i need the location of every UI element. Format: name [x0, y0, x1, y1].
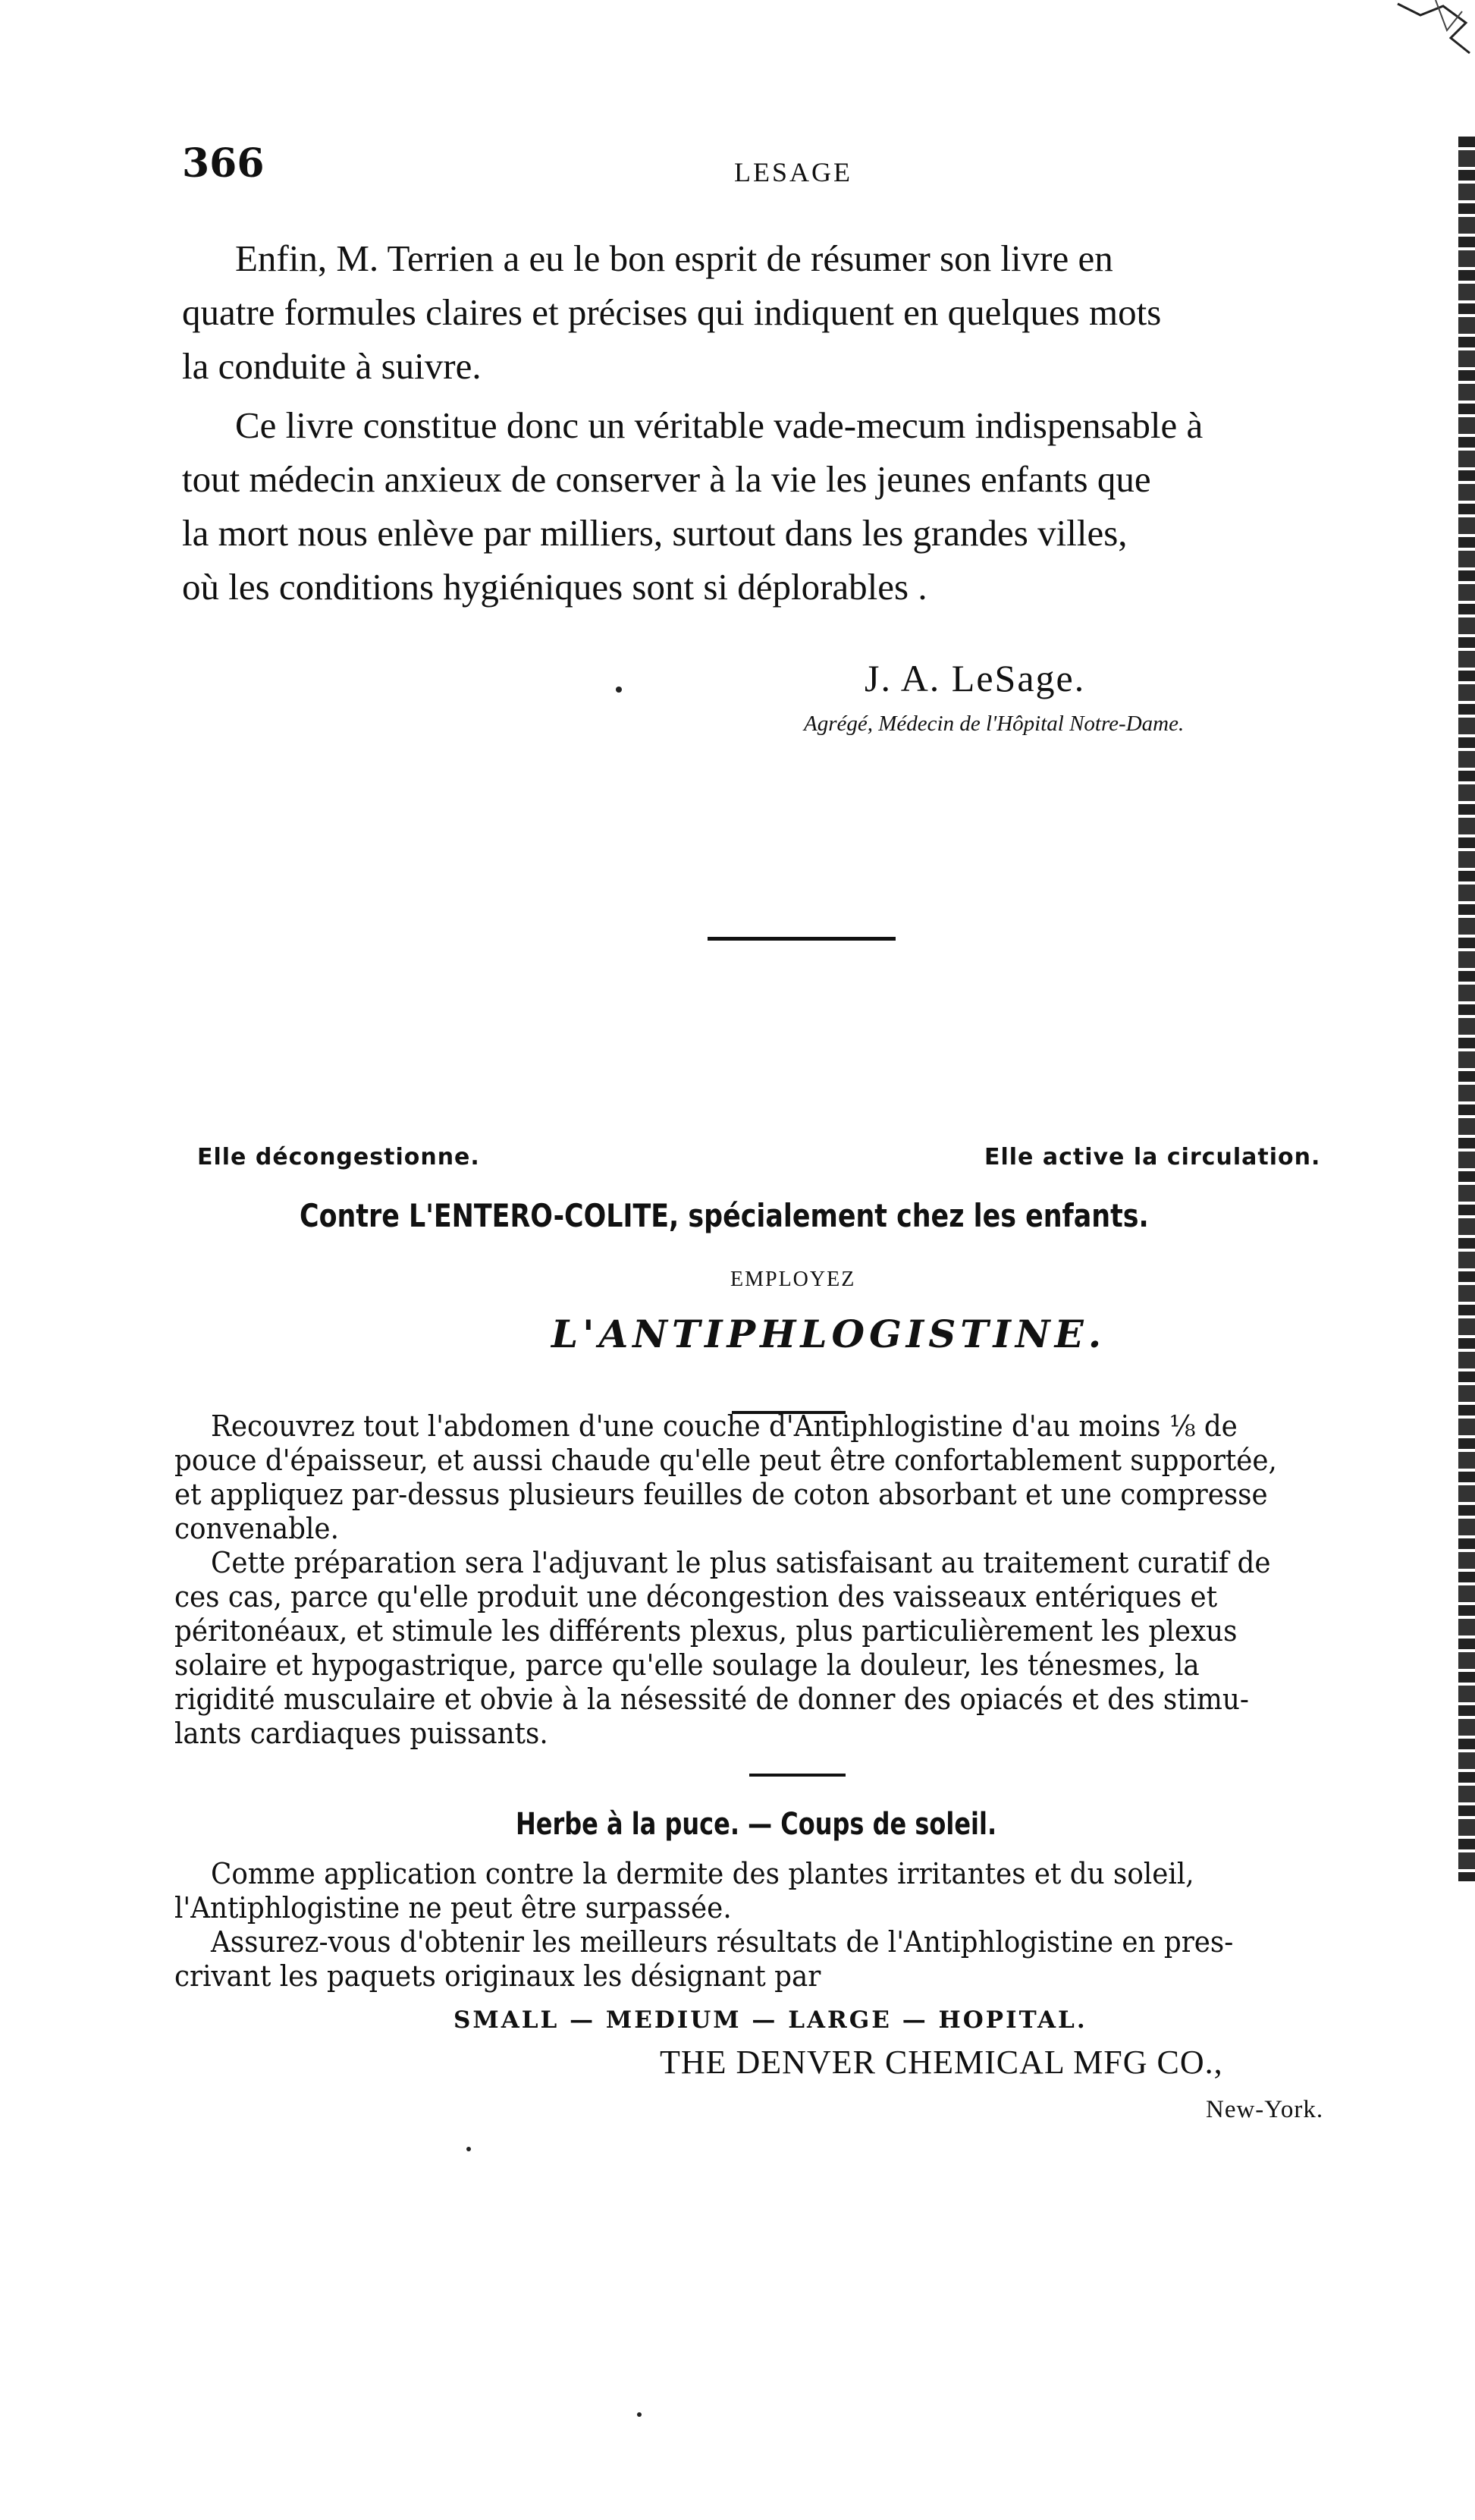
- ad-body-line: et appliquez par-dessus plusieurs feuilles de coton absorbant et une compresse: [174, 1478, 1268, 1511]
- running-head: LESAGE: [734, 157, 852, 187]
- ad-body-line: l'Antiphlogistine ne peut être surpassée.: [174, 1891, 732, 1925]
- stray-ink-dot: [466, 2147, 471, 2151]
- ad-employez: EMPLOYEZ: [730, 1268, 856, 1291]
- ad-body-line: crivant les paquets originaux les désignant par: [174, 1959, 821, 1993]
- ad-product-name: L'ANTIPHLOGISTINE.: [551, 1312, 1106, 1356]
- ad-body-line: Cette préparation sera l'adjuvant le plus satisfaisant au traitement curatif de: [211, 1546, 1271, 1579]
- ad-company: THE DENVER CHEMICAL MFG CO.,: [660, 2044, 1223, 2081]
- ad-body-line: Comme application contre la dermite des plantes irritantes et du soleil,: [211, 1857, 1194, 1890]
- slogan-left: Elle décongestionne.: [197, 1144, 480, 1170]
- ad-body-line: péritonéaux, et stimule les différents plexus, plus particulièrement les plexus: [174, 1614, 1238, 1648]
- signature-title: Agrégé, Médecin de l'Hôpital Notre-Dame.: [804, 712, 1185, 736]
- page-edge-scribble: [1390, 0, 1473, 68]
- body-line: où les conditions hygiéniques sont si déplorables .: [182, 566, 927, 608]
- section-divider: [708, 937, 896, 941]
- ad-body-line: solaire et hypogastrique, parce qu'elle soulage la douleur, les ténesmes, la: [174, 1648, 1200, 1682]
- body-line: tout médecin anxieux de conserver à la vie les jeunes enfants que: [182, 458, 1151, 500]
- page-number: 366: [182, 140, 265, 187]
- body-line: Ce livre constitue donc un véritable vade-mecum indispensable à: [235, 404, 1204, 446]
- stray-ink-dot: [637, 2412, 642, 2417]
- ad-body-line: Assurez-vous d'obtenir les meilleurs résultats de l'Antiphlogistine en pres-: [211, 1925, 1234, 1959]
- ad-body-line: lants cardiaques puissants.: [174, 1717, 548, 1750]
- ad-divider: [749, 1774, 846, 1777]
- body-line: la conduite à suivre.: [182, 345, 482, 387]
- ad-body-line: ces cas, parce qu'elle produit une décongestion des vaisseaux entériques et: [174, 1580, 1218, 1613]
- ad-size-options: SMALL — MEDIUM — LARGE — HOPITAL.: [453, 2006, 1087, 2034]
- body-line: quatre formules claires et précises qui indiquent en quelques mots: [182, 291, 1162, 333]
- ad-subheading: Herbe à la puce. — Coups de soleil.: [516, 1807, 997, 1842]
- ad-headline: Contre L'ENTERO-COLITE, spécialement chez les enfants.: [300, 1197, 1149, 1234]
- ad-body-line: convenable.: [174, 1512, 339, 1545]
- ad-body-line: rigidité musculaire et obvie à la nésessité de donner des opiacés et des stimu-: [174, 1683, 1249, 1716]
- ad-city: New-York.: [1206, 2096, 1324, 2123]
- ad-body-line: Recouvrez tout l'abdomen d'une couche d'Antiphlogistine d'au moins ⅛ de: [211, 1409, 1238, 1443]
- signature-name: J. A. LeSage.: [865, 657, 1086, 699]
- ad-body-line: pouce d'épaisseur, et aussi chaude qu'elle peut être confortablement supportée,: [174, 1444, 1277, 1477]
- page-edge-strip: [1458, 137, 1475, 1881]
- slogan-right: Elle active la circulation.: [984, 1144, 1321, 1170]
- body-line: Enfin, M. Terrien a eu le bon esprit de résumer son livre en: [235, 237, 1113, 279]
- body-line: la mort nous enlève par milliers, surtout dans les grandes villes,: [182, 512, 1128, 554]
- stray-ink-dot: [616, 687, 622, 693]
